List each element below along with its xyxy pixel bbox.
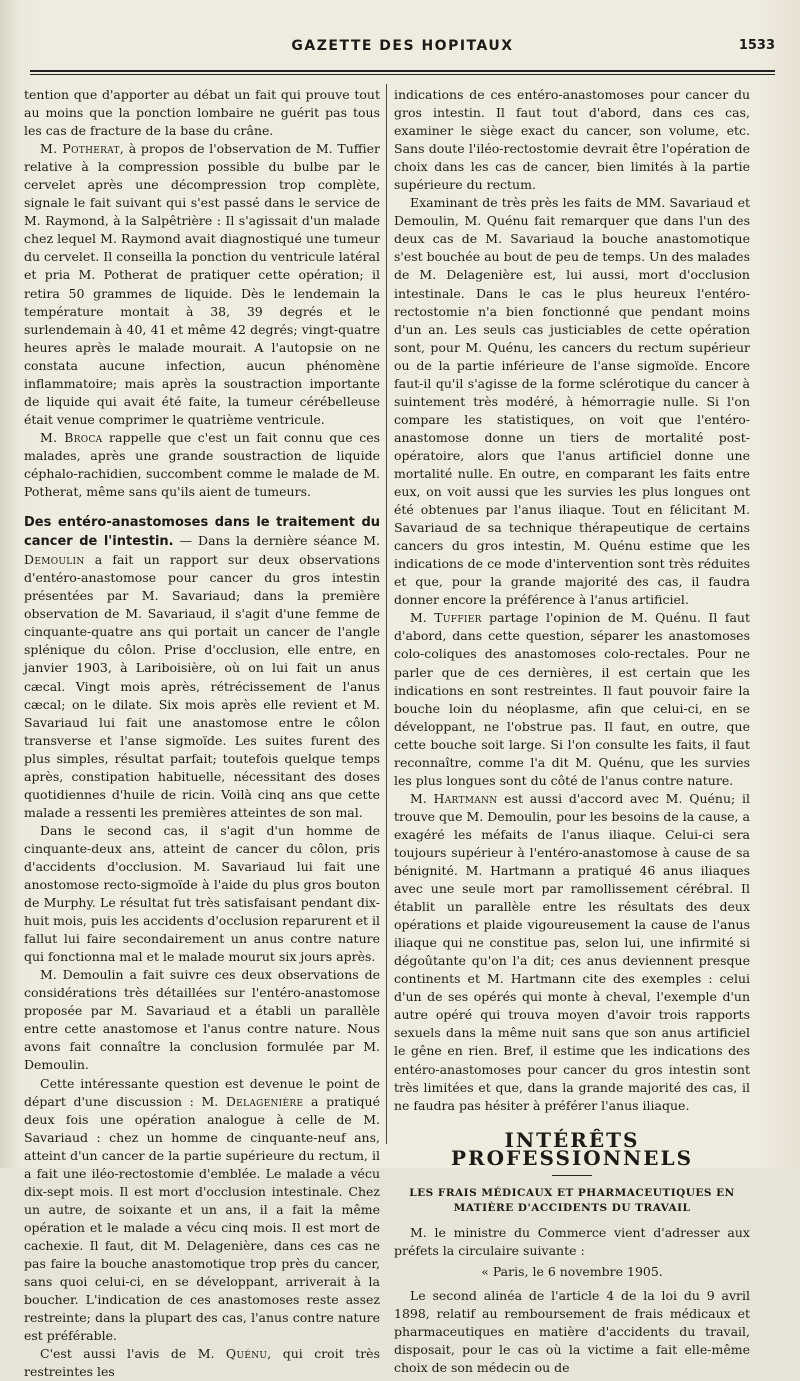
paragraph-text: , qui croit très restreintes les [24, 1346, 380, 1380]
paragraph-text: a pratiqué deux fois une opération analogue à celle de M. Savariaud : chez un homme de cinquante-neuf ans, atteint d'un cancer de la partie supérieure du rectum, il a fait une iléo-rectostomie d'emblée. Le malade a vécu dix-sept mois. Il est mort d'occlusion intestinale. Chez un autre, de soixante et un ans, il a fait la même opération et le malade a vécu cinq mois. Il est mort de cachexie. Il faut, dit M. Delagenière, dans ces cas ne pas faire la bouche anastomotique trop près du cancer, sans quoi celui-ci, en se développant, arriverait à la boucher. L'indication de ces anastomoses reste assez restreinte; dans la plupart des cas, l'anus contre nature est préférable. [24, 1093, 380, 1344]
paragraph: Examinant de très près les faits de MM. Savariaud et Demoulin, M. Quénu fait remarquer que dans l'un des deux cas de M. Savariaud la bouche anastomotique s'est bouchée au bout de peu de temps. Un des malades de M. Delagenière est, lui aussi, mort d'occlusion intestinale. Dans le cas le plus heureux l'entéro-rectostomie n'a bien fonctionné que pendant moins d'un an. Les seuls cas justiciables de cette opération sont, pour M. Quénu, les cancers du rectum supérieur ou de la partie inférieure de l'anse sigmoïde. Encore faut-il qu'il s'agisse de la forme sclérotique du cancer à suintement très modéré, à hémorragie nulle. Si l'on compare les statistiques, on voit que l'entéro-anastomose donne un tiers de mortalité post-opératoire, alors que l'anus artificiel donne une mortalité nulle. En outre, en comparant les faits entre eux, on voit aussi que les survies les plus longues ont été obtenues par l'anus iliaque. Tout en félicitant M. Savariaud de sa technique thérapeutique de certains cancers du gros intestin, M. Quénu estime que les indications de ce mode d'intervention sont très réduites et que, pour la grande majorité des cas, il faudra donner encore la préférence à l'anus artificiel. [394, 195, 750, 608]
paragraph-text: M. [410, 610, 435, 626]
paragraph [394, 609, 750, 789]
speaker-name: Delagenière [225, 1093, 304, 1109]
paragraph-text: à propos de l'observation de M. Tuffier relative à la compression possible du bulbe par le cervelet après une décompression trop complète, signale le fait suivant qui s'est passé dans le service de M. Raymond, à la Salpêtrière : Il s'agissait d'un malade chez lequel M. Raymond avait diagnostiqué une tumeur du cervelet. Il conseilla la ponction du ventricule latéral et pria M. Potherat de pratiquer cette opération; il retira 50 grammes de liquide. Dès le lendemain la température montait à 38, 39 degrés et le surlendemain à 40, 41 et même 42 degrés; vingt-quatre heures après le malade mourait. A l'autopsie on ne constata aucune infection, aucun phénomène inflammatoire; mais après la soustraction importante de liquide qui avait été faite, la tumeur cérébelleuse était venue comprimer le quatrième ventricule. [24, 141, 380, 427]
speaker-name: Hartmann [433, 790, 498, 806]
header-rule-thin [30, 74, 775, 75]
speaker-name: Quénu [225, 1346, 268, 1362]
article-subhead: LES FRAIS MÉDICAUX ET PHARMACEUTIQUES EN MATIÈRE D'ACCIDENTS DU TRAVAIL [409, 1186, 735, 1214]
paragraph [24, 140, 380, 429]
running-title: GAZETTE DES HOPITAUX [291, 38, 514, 54]
paragraph: tention que d'apporter au débat un fait qui prouve tout au moins que la ponction lombaire ne guérit pas tous les cas de fracture de la base du crâne. [24, 87, 380, 139]
paragraph-text: M. [410, 790, 434, 806]
paragraph [24, 1345, 380, 1381]
left-column [24, 86, 380, 1381]
speaker-name: Demoulin [24, 552, 85, 568]
section-paragraph [24, 513, 380, 822]
paragraph: M. le ministre du Commerce vient d'adresser aux préfets la circulaire suivante : [394, 1224, 750, 1258]
paragraph-text: est aussi d'accord avec M. Quénu; il trouve que M. Demoulin, pour les besoins de la cause, a exagéré les méfaits de l'anus iliaque. Celui-ci sera toujours supérieur à l'entéro-anastomose à cause de sa bénignité. M. Hartmann a pratiqué 46 anus iliaques avec une seule mort par ramollissement cérébral. Il établit un parallèle entre les résultats des deux opérations et plaide vigoureusement la cause de l'anus iliaque qui ne constitue pas, selon lui, une infirmité si dégoûtante qu'on l'a dit; ces anus deviennent presque continents et M. Hartmann cite des exemples : celui d'un de ses opérés qui monte à cheval, l'exemple d'un autre opéré qui trouva moyen d'avoir trois rapports sexuels dans la même nuit sans que son anus artificiel le gêne en rien. Bref, il estime que les indications des entéro-anastomoses pour cancer du gros intestin sont très limitées et que, dans la grande majorité des cas, il ne faudra pas hésiter à préférer l'anus iliaque. [394, 790, 750, 1113]
section-title: Des entéro-anastomoses dans le traitement du cancer de l'intestin. [24, 515, 380, 550]
right-column [394, 86, 750, 1377]
page-header [30, 38, 775, 64]
speaker-name: M. Broca [40, 429, 103, 445]
page-number: 1533 [738, 38, 775, 53]
paragraph: M. Demoulin a fait suivre ces deux observations de considérations très détaillées sur l'entéro-anastomose proposée par M. Savariaud et a établi un parallèle entre cette anastomose et l'anus contre nature. Nous avons fait connaître la conclusion formulée par M. Demoulin. [24, 967, 380, 1073]
paragraph [394, 790, 750, 1115]
paragraph-text: rappelle que c'est un fait connu que ces malades, après une grande soustraction de liquide céphalo-rachidien, succombent comme le malade de M. Potherat, même sans qu'ils aient de tumeurs. [24, 429, 381, 500]
paragraph-text: partage l'opinion de M. Quénu. Il faut d'abord, dans cette question, séparer les anastomoses colo-coliques des anastomoses colo-rectales. Pour ne parler que de ces dernières, il est certain que les indications en sont restreintes. Il faut pouvoir faire la bouche loin du néoplasme, afin que celui-ci, en se développant, ne l'obstrue pas. Il faut, en outre, que cette bouche soit large. Si l'on consulte les faits, il faut reconnaître, comme l'a dit M. Quénu, que les survies les plus longues sont du côté de l'anus contre nature. [394, 610, 751, 788]
speaker-name: M. Potherat, [40, 141, 125, 157]
paragraph [24, 429, 380, 501]
paragraph-text: C'est aussi l'avis de M. [40, 1346, 226, 1362]
paragraph: Dans le second cas, il s'agit d'un homme de cinquante-deux ans, atteint de cancer du côlon, pris d'accidents d'occlusion. M. Savariaud lui fait une anostomose recto-sigmoïde à l'aide du plus gros bouton de Murphy. Le résultat fut très satisfaisant pendant dix-huit mois, puis les accidents d'occlusion reparurent et il fallut lui faire secondairement un anus contre nature qui fonctionna mal et le malade mourut six jours après. [24, 822, 381, 965]
banner-rule [552, 1175, 592, 1176]
paragraph-text: a fait un rapport sur deux observations d'entéro-anastomose pour cancer du gros intestin présentées par M. Savariaud; dans la première observation de M. Savariaud, il s'agit d'une femme de cinquante-quatre ans qui portait un cancer de l'angle splénique du côlon. Prise d'occlusion, elle entre, en janvier 1903, à Lariboisière, où on lui fait un anus cæcal. Vingt mois après, rétrécissement de l'anus cæcal; on le dilate. Six mois après elle revient et M. Savariaud lui fait une anastomose entre le côlon transverse et l'anse sigmoïde. Les suites furent des plus simples, résultat parfait; toutefois quelque temps après, constipation habituelle, nécessitant des doses quotidiennes d'huile de ricin. Voilà cinq ans que cette malade a ressenti les premières atteintes de son mal. [24, 552, 380, 820]
header-rule [30, 70, 775, 72]
section-banner-title: INTÉRÊTS PROFESSIONNELS [450, 1127, 694, 1170]
dateline: « Paris, le 6 novembre 1905. [481, 1263, 663, 1279]
speaker-name: Tuffier [434, 610, 482, 626]
paragraph: Le second alinéa de l'article 4 de la loi du 9 avril 1898, relatif au remboursement de frais médicaux et pharmaceutiques en matière d'accidents du travail, disposait, pour le cas où la victime a fait elle-même choix de son médecin ou de [394, 1287, 750, 1376]
paragraph [24, 1075, 380, 1346]
paragraph-text: Cette intéressante question est devenue le point de départ d'une discussion : M. [24, 1075, 380, 1109]
paragraph: indications de ces entéro-anastomoses pour cancer du gros intestin. Il faut tout d'abord, dans ces cas, examiner le siège exact du cancer, son volume, etc. Sans doute l'iléo-rectostomie devrait être l'opération de choix dans les cas de cancer, bien limités à la partie supérieure du rectum. [394, 87, 750, 193]
column-divider [386, 84, 387, 1144]
paragraph-text: — Dans la dernière séance M. [173, 533, 380, 549]
